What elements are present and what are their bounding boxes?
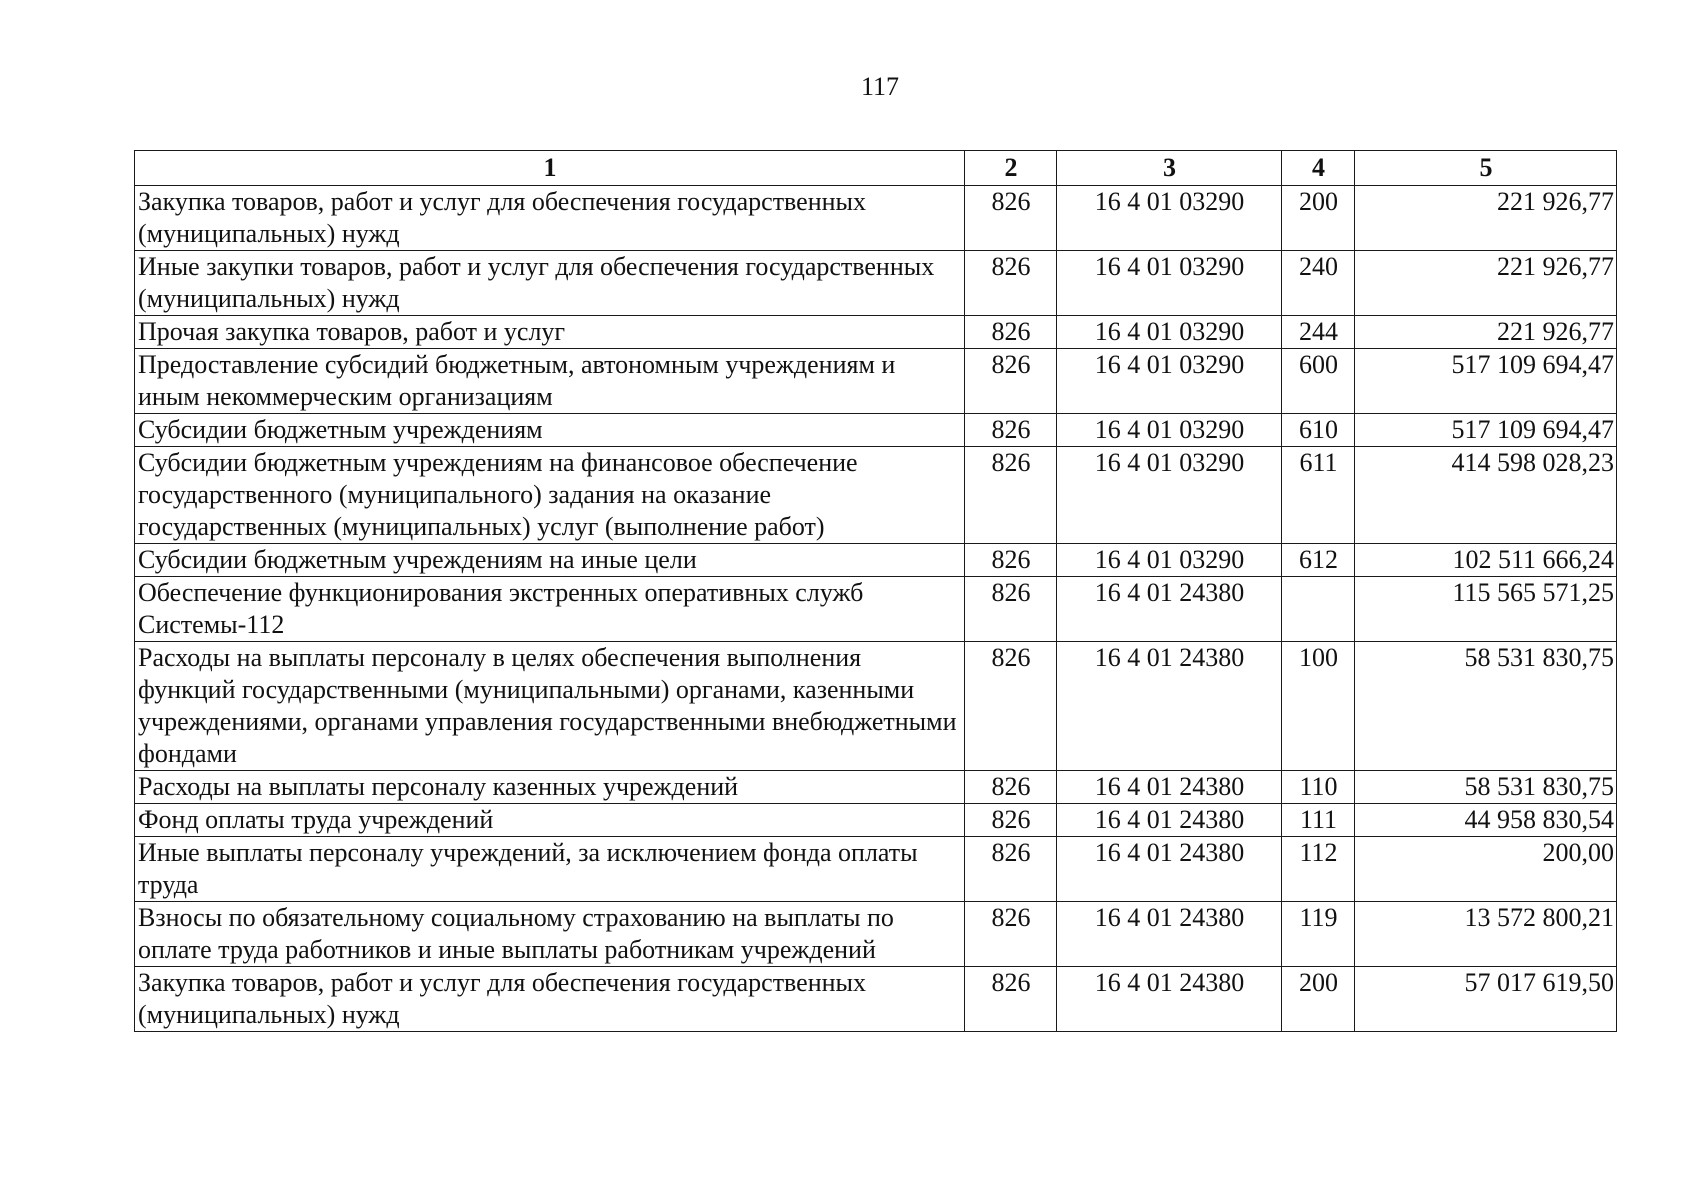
table-row: [135, 349, 1617, 414]
row-sum-cell: 221 926,77: [1355, 186, 1617, 251]
table-row: [135, 577, 1617, 642]
table-row: [135, 316, 1617, 349]
row-sum-cell: 44 958 830,54: [1355, 804, 1617, 837]
table-row: [135, 642, 1617, 771]
row-sum-cell: 58 531 830,75: [1355, 642, 1617, 771]
row-name-cell: Иные закупки товаров, работ и услуг для обеспечения государственных (муниципальных) нужд: [135, 251, 965, 316]
row-grbs-cell: 826: [965, 804, 1057, 837]
row-name-cell: Фонд оплаты труда учреждений: [135, 804, 965, 837]
row-vr-cell: 100: [1282, 642, 1355, 771]
row-vr-cell: 612: [1282, 544, 1355, 577]
row-csr-cell: 16 4 01 24380: [1057, 837, 1282, 902]
row-csr-cell: 16 4 01 03290: [1057, 544, 1282, 577]
row-name-cell: Расходы на выплаты персоналу в целях обеспечения выполнения функций государственными (муниципальными) органами, казенными учреждениями, органами управления государственными внебюджетными фондами: [135, 642, 965, 771]
row-name-cell: Иные выплаты персоналу учреждений, за исключением фонда оплаты труда: [135, 837, 965, 902]
row-name-cell: Предоставление субсидий бюджетным, автономным учреждениям и иным некоммерческим организациям: [135, 349, 965, 414]
row-name-cell: Взносы по обязательному социальному страхованию на выплаты по оплате труда работников и иные выплаты работникам учреждений: [135, 902, 965, 967]
row-sum-cell: 13 572 800,21: [1355, 902, 1617, 967]
row-vr-cell: 600: [1282, 349, 1355, 414]
row-csr-cell: 16 4 01 03290: [1057, 414, 1282, 447]
row-csr-cell: 16 4 01 24380: [1057, 804, 1282, 837]
row-name-cell: Обеспечение функционирования экстренных оперативных служб Системы-112: [135, 577, 965, 642]
table-row: [135, 902, 1617, 967]
row-vr-cell: 200: [1282, 967, 1355, 1032]
row-name-cell: Расходы на выплаты персоналу казенных учреждений: [135, 771, 965, 804]
row-sum-cell: 221 926,77: [1355, 316, 1617, 349]
row-sum-cell: 517 109 694,47: [1355, 349, 1617, 414]
header-col-1: 1: [135, 151, 965, 186]
row-csr-cell: 16 4 01 03290: [1057, 316, 1282, 349]
row-vr-cell: 111: [1282, 804, 1355, 837]
row-csr-cell: 16 4 01 24380: [1057, 642, 1282, 771]
row-grbs-cell: 826: [965, 251, 1057, 316]
row-csr-cell: 16 4 01 24380: [1057, 967, 1282, 1032]
row-sum-cell: 57 017 619,50: [1355, 967, 1617, 1032]
row-grbs-cell: 826: [965, 902, 1057, 967]
row-sum-cell: 200,00: [1355, 837, 1617, 902]
table-row: [135, 414, 1617, 447]
row-vr-cell: 112: [1282, 837, 1355, 902]
row-grbs-cell: 826: [965, 349, 1057, 414]
row-vr-cell: 110: [1282, 771, 1355, 804]
row-grbs-cell: 826: [965, 837, 1057, 902]
row-grbs-cell: 826: [965, 414, 1057, 447]
table-body: [135, 186, 1617, 1032]
row-csr-cell: 16 4 01 24380: [1057, 902, 1282, 967]
row-sum-cell: 414 598 028,23: [1355, 447, 1617, 544]
row-vr-cell: 119: [1282, 902, 1355, 967]
row-csr-cell: 16 4 01 03290: [1057, 447, 1282, 544]
row-grbs-cell: 826: [965, 186, 1057, 251]
row-vr-cell: 200: [1282, 186, 1355, 251]
row-grbs-cell: 826: [965, 642, 1057, 771]
row-name-cell: Субсидии бюджетным учреждениям: [135, 414, 965, 447]
row-grbs-cell: 826: [965, 771, 1057, 804]
row-grbs-cell: 826: [965, 316, 1057, 349]
row-name-cell: Субсидии бюджетным учреждениям на иные цели: [135, 544, 965, 577]
row-csr-cell: 16 4 01 24380: [1057, 577, 1282, 642]
row-vr-cell: 244: [1282, 316, 1355, 349]
row-csr-cell: 16 4 01 24380: [1057, 771, 1282, 804]
row-grbs-cell: 826: [965, 447, 1057, 544]
row-vr-cell: [1282, 577, 1355, 642]
page-number: 117: [860, 72, 900, 101]
table-row: [135, 251, 1617, 316]
header-row: [135, 151, 1617, 186]
table-row: [135, 544, 1617, 577]
table-row: [135, 186, 1617, 251]
row-csr-cell: 16 4 01 03290: [1057, 251, 1282, 316]
table-row: [135, 447, 1617, 544]
row-grbs-cell: 826: [965, 577, 1057, 642]
row-sum-cell: 58 531 830,75: [1355, 771, 1617, 804]
table-row: [135, 837, 1617, 902]
header-col-4: 4: [1282, 151, 1355, 186]
row-sum-cell: 221 926,77: [1355, 251, 1617, 316]
row-sum-cell: 517 109 694,47: [1355, 414, 1617, 447]
row-csr-cell: 16 4 01 03290: [1057, 186, 1282, 251]
table-row: [135, 771, 1617, 804]
row-grbs-cell: 826: [965, 967, 1057, 1032]
budget-table: [134, 150, 1617, 1032]
header-col-2: 2: [965, 151, 1057, 186]
row-csr-cell: 16 4 01 03290: [1057, 349, 1282, 414]
row-vr-cell: 240: [1282, 251, 1355, 316]
row-name-cell: Закупка товаров, работ и услуг для обеспечения государственных (муниципальных) нужд: [135, 967, 965, 1032]
table-row: [135, 967, 1617, 1032]
row-vr-cell: 611: [1282, 447, 1355, 544]
row-grbs-cell: 826: [965, 544, 1057, 577]
row-sum-cell: 102 511 666,24: [1355, 544, 1617, 577]
row-name-cell: Прочая закупка товаров, работ и услуг: [135, 316, 965, 349]
header-col-5: 5: [1355, 151, 1617, 186]
row-vr-cell: 610: [1282, 414, 1355, 447]
row-name-cell: Субсидии бюджетным учреждениям на финансовое обеспечение государственного (муниципального) задания на оказание государственных (муниципальных) услуг (выполнение работ): [135, 447, 965, 544]
row-name-cell: Закупка товаров, работ и услуг для обеспечения государственных (муниципальных) нужд: [135, 186, 965, 251]
table-row: [135, 804, 1617, 837]
row-sum-cell: 115 565 571,25: [1355, 577, 1617, 642]
header-col-3: 3: [1057, 151, 1282, 186]
